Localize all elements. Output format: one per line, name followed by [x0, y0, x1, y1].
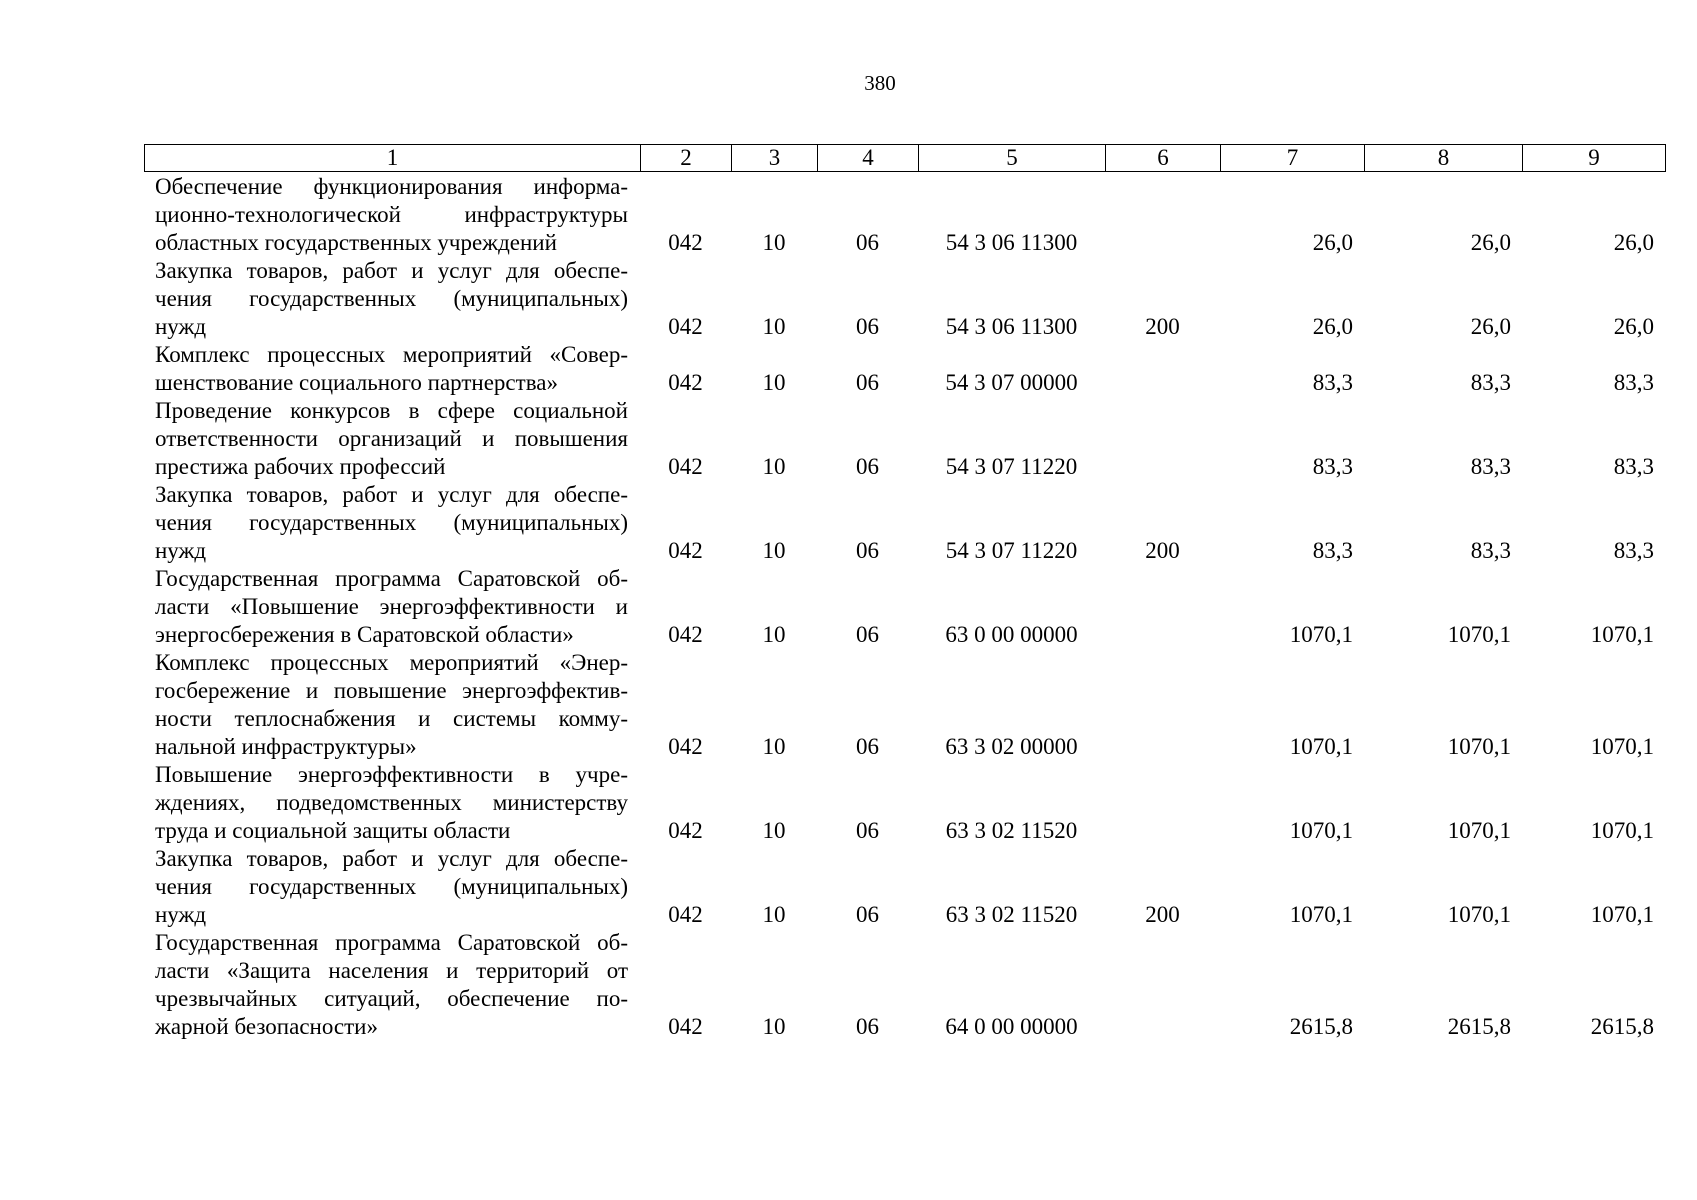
cell-col3: 10 [762, 818, 786, 843]
cell-col2: 042 [668, 538, 703, 563]
table-row [144, 649, 1665, 761]
table-row [144, 173, 1665, 257]
description-line: ждениях, подведомственных министерству [155, 790, 628, 815]
cell-col7: 1070,1 [1289, 622, 1353, 647]
cell-col6 [1105, 341, 1220, 397]
column-header-4: 4 [818, 145, 919, 172]
cell-col4: 06 [856, 314, 879, 339]
description-line: ответственности организаций и повышения [155, 426, 628, 451]
table-row [144, 565, 1665, 649]
cell-col7: 83,3 [1312, 370, 1353, 395]
description-line: ласти «Повышение энергоэффективности и [155, 594, 628, 619]
cell-col9: 26,0 [1613, 230, 1654, 255]
cell-col5: 63 3 02 11520 [945, 902, 1078, 927]
cell-col6: 200 [1145, 538, 1180, 563]
cell-col5: 54 3 07 11220 [945, 454, 1078, 479]
cell-col8: 83,3 [1470, 538, 1511, 563]
description-line: госбережение и повышение энергоэффектив- [155, 678, 628, 703]
description-line: Закупка товаров, работ и услуг для обеспе- [155, 482, 628, 507]
cell-col4: 06 [856, 454, 879, 479]
cell-col4: 06 [856, 538, 879, 563]
description-line: чрезвычайных ситуаций, обеспечение по- [155, 986, 628, 1011]
row-description [144, 761, 640, 845]
description-line: нужд [155, 538, 207, 563]
description-line: нальной инфраструктуры» [155, 734, 417, 759]
cell-col5: 54 3 07 00000 [945, 370, 1078, 395]
cell-col9: 83,3 [1613, 454, 1654, 479]
table-row [144, 481, 1665, 565]
cell-col5: 63 3 02 00000 [945, 734, 1078, 759]
cell-col6: 200 [1145, 314, 1180, 339]
column-header-1: 1 [145, 145, 641, 172]
description-line: ционно-технологической инфраструктуры [155, 202, 628, 227]
cell-col7: 26,0 [1312, 230, 1353, 255]
column-header-5: 5 [919, 145, 1106, 172]
cell-col2: 042 [668, 734, 703, 759]
description-line: жарной безопасности» [155, 1014, 378, 1039]
cell-col7: 1070,1 [1289, 818, 1353, 843]
cell-col5: 54 3 06 11300 [945, 230, 1078, 255]
cell-col4: 06 [856, 230, 879, 255]
cell-col8: 1070,1 [1447, 902, 1511, 927]
description-line: энергосбережения в Саратовской области» [155, 622, 574, 647]
cell-col4: 06 [856, 622, 879, 647]
cell-col3: 10 [762, 370, 786, 395]
description-line: чения государственных (муниципальных) [155, 874, 628, 899]
table-row [144, 341, 1665, 397]
cell-col3: 10 [762, 538, 786, 563]
cell-col4: 06 [856, 1014, 879, 1039]
cell-col5: 63 3 02 11520 [945, 818, 1078, 843]
cell-col8: 26,0 [1470, 314, 1511, 339]
cell-col7: 2615,8 [1289, 1014, 1353, 1039]
cell-col3: 10 [762, 734, 786, 759]
cell-col8: 1070,1 [1447, 734, 1511, 759]
cell-col7: 1070,1 [1289, 902, 1353, 927]
cell-col2: 042 [668, 370, 703, 395]
cell-col5: 63 0 00 00000 [945, 622, 1078, 647]
description-line: чения государственных (муниципальных) [155, 286, 628, 311]
cell-col2: 042 [668, 454, 703, 479]
description-line: нужд [155, 314, 207, 339]
table-row [144, 845, 1665, 929]
description-line: чения государственных (муниципальных) [155, 510, 628, 535]
cell-col9: 1070,1 [1590, 734, 1654, 759]
cell-col9: 26,0 [1613, 314, 1654, 339]
cell-col6 [1105, 565, 1220, 649]
cell-col7: 26,0 [1312, 314, 1353, 339]
description-line: ласти «Защита населения и территорий от [155, 958, 628, 983]
column-header-8: 8 [1365, 145, 1523, 172]
description-line: Проведение конкурсов в сфере социальной [155, 398, 628, 423]
cell-col6 [1105, 397, 1220, 481]
row-description [144, 845, 640, 929]
cell-col3: 10 [762, 902, 786, 927]
cell-col3: 10 [762, 314, 786, 339]
description-line: Повышение энергоэффективности в учре- [155, 762, 628, 787]
row-description [144, 173, 640, 257]
cell-col8: 1070,1 [1447, 622, 1511, 647]
column-header-6: 6 [1106, 145, 1221, 172]
row-description [144, 397, 640, 481]
row-description [144, 341, 640, 397]
description-line: Комплекс процессных мероприятий «Совер- [155, 342, 628, 367]
cell-col3: 10 [762, 1014, 786, 1039]
cell-col9: 2615,8 [1590, 1014, 1654, 1039]
table-row [144, 929, 1665, 1041]
description-line: Закупка товаров, работ и услуг для обеспе- [155, 258, 628, 283]
cell-col8: 83,3 [1470, 454, 1511, 479]
cell-col9: 1070,1 [1590, 902, 1654, 927]
column-header-7: 7 [1221, 145, 1365, 172]
cell-col3: 10 [762, 230, 786, 255]
cell-col2: 042 [668, 1014, 703, 1039]
column-header-2: 2 [641, 145, 732, 172]
cell-col2: 042 [668, 230, 703, 255]
cell-col4: 06 [856, 370, 879, 395]
column-number-header [144, 144, 1666, 172]
budget-table [144, 173, 1665, 1041]
cell-col7: 83,3 [1312, 454, 1353, 479]
cell-col3: 10 [762, 622, 786, 647]
table-row [144, 761, 1665, 845]
cell-col8: 1070,1 [1447, 818, 1511, 843]
row-description [144, 565, 640, 649]
cell-col6 [1105, 761, 1220, 845]
cell-col4: 06 [856, 734, 879, 759]
cell-col9: 83,3 [1613, 370, 1654, 395]
cell-col6 [1105, 649, 1220, 761]
description-line: нужд [155, 902, 207, 927]
description-line: Государственная программа Саратовской об- [155, 930, 628, 955]
column-header-3: 3 [732, 145, 818, 172]
cell-col3: 10 [762, 454, 786, 479]
cell-col6 [1105, 173, 1220, 257]
table-row [144, 397, 1665, 481]
description-line: Обеспечение функционирования информа- [155, 174, 628, 199]
description-line: Закупка товаров, работ и услуг для обеспе- [155, 846, 628, 871]
cell-col2: 042 [668, 622, 703, 647]
row-description [144, 257, 640, 341]
description-line: областных государственных учреждений [155, 230, 557, 255]
description-line: шенствование социального партнерства» [155, 370, 558, 395]
cell-col5: 64 0 00 00000 [945, 1014, 1078, 1039]
column-header-9: 9 [1523, 145, 1666, 172]
description-line: престижа рабочих профессий [155, 454, 446, 479]
cell-col6: 200 [1145, 902, 1180, 927]
cell-col9: 1070,1 [1590, 818, 1654, 843]
cell-col9: 1070,1 [1590, 622, 1654, 647]
description-line: Государственная программа Саратовской об- [155, 566, 628, 591]
cell-col6 [1105, 929, 1220, 1041]
cell-col8: 2615,8 [1447, 1014, 1511, 1039]
cell-col5: 54 3 06 11300 [945, 314, 1078, 339]
cell-col9: 83,3 [1613, 538, 1654, 563]
table-row [144, 257, 1665, 341]
cell-col2: 042 [668, 818, 703, 843]
cell-col5: 54 3 07 11220 [945, 538, 1078, 563]
cell-col4: 06 [856, 818, 879, 843]
cell-col8: 83,3 [1470, 370, 1511, 395]
cell-col4: 06 [856, 902, 879, 927]
description-line: труда и социальной защиты области [155, 818, 511, 843]
cell-col7: 83,3 [1312, 538, 1353, 563]
cell-col7: 1070,1 [1289, 734, 1353, 759]
description-line: ности теплоснабжения и системы комму- [155, 706, 628, 731]
cell-col2: 042 [668, 314, 703, 339]
description-line: Комплекс процессных мероприятий «Энер- [155, 650, 628, 675]
cell-col8: 26,0 [1470, 230, 1511, 255]
cell-col2: 042 [668, 902, 703, 927]
row-description [144, 481, 640, 565]
row-description [144, 649, 640, 761]
page-number: 380 [864, 71, 896, 95]
row-description [144, 929, 640, 1041]
